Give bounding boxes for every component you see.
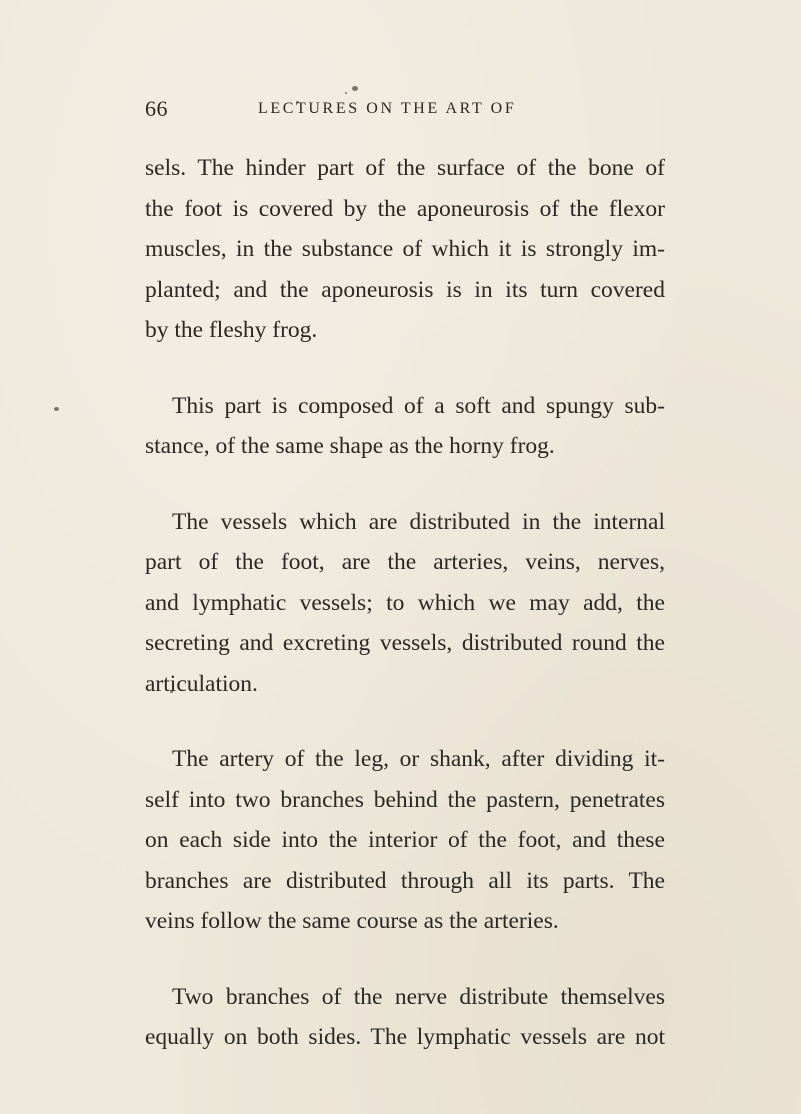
paragraph	[145, 739, 665, 942]
text-line: the foot is covered by the aponeurosis of the flexor	[145, 195, 665, 222]
text-line: muscles, in the substance of which it is strongly im-	[145, 236, 665, 262]
ink-speck	[54, 407, 59, 411]
text-line: articulation.	[145, 670, 258, 697]
page-header	[145, 96, 665, 126]
paragraph	[145, 148, 665, 351]
text-line: branches are distributed through all its parts. The	[145, 867, 665, 894]
text-line: The vessels which are distributed in the internal	[172, 508, 665, 535]
text-line: equally on both sides. The lymphatic vessels are not	[145, 1024, 665, 1050]
text-line: This part is composed of a soft and spungy sub-	[172, 392, 665, 419]
text-line: by the fleshy frog.	[145, 317, 318, 343]
text-line: Two branches of the nerve distribute themselves	[172, 983, 665, 1010]
text-line: planted; and the aponeurosis is in its turn covered	[145, 276, 665, 303]
page-number: 66	[145, 96, 168, 121]
text-line: sels. The hinder part of the surface of the bone of	[145, 155, 665, 181]
text-line: veins follow the same course as the arteries.	[145, 908, 559, 934]
text-line: stance, of the same shape as the horny frog.	[145, 433, 555, 459]
paragraph	[145, 502, 665, 705]
text-line: on each side into the interior of the foot, and these	[145, 827, 665, 853]
running-head: LECTURES ON THE ART OF	[258, 100, 517, 117]
text-line: secreting and excreting vessels, distributed round the	[145, 630, 665, 656]
ink-speck	[345, 92, 347, 94]
text-line: part of the foot, are the arteries, veins, nerves,	[145, 549, 665, 575]
ink-speck	[352, 86, 358, 91]
text-line: and lymphatic vessels; to which we may add, the	[145, 589, 665, 616]
text-line: The artery of the leg, or shank, after dividing it-	[172, 746, 665, 772]
body-text	[145, 148, 665, 1058]
paragraph	[145, 386, 665, 467]
paragraph	[145, 977, 665, 1058]
text-line: self into two branches behind the pastern, penetrates	[145, 786, 665, 813]
